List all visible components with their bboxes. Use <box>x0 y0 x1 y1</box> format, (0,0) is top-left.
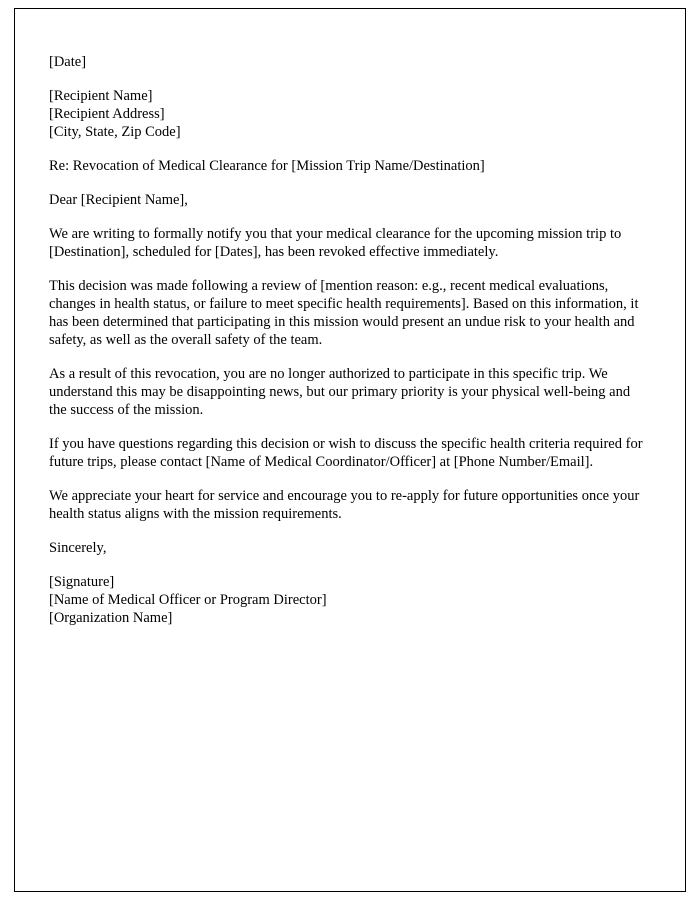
paragraph-reason: This decision was made following a review of [mention reason: e.g., recent medical evaluations, changes in health status, or failure to meet specific health requirements]. Based on this information, it has been determined that participating in this mission would present an undue risk to your health and safety, as well as the overall safety of the team. <box>49 278 639 348</box>
paragraph-contact: If you have questions regarding this decision or wish to discuss the specific health criteria required for future trips, please contact [Name of Medical Coordinator/Officer] at [Phone Number/Email]. <box>49 436 643 470</box>
paragraph-notification: We are writing to formally notify you that your medical clearance for the upcoming mission trip to [Destination], scheduled for [Dates], has been revoked effective immediately. <box>49 226 622 260</box>
signer-name: [Name of Medical Officer or Program Director] <box>49 592 327 608</box>
signature-block <box>49 573 651 627</box>
signature-placeholder: [Signature] <box>49 574 115 590</box>
letter-page <box>14 8 686 892</box>
letter-date: [Date] <box>49 54 87 70</box>
paragraph-encouragement: We appreciate your heart for service and encourage you to re-apply for future opportunities once your health status aligns with the mission requirements. <box>49 488 640 522</box>
closing: Sincerely, <box>49 540 107 556</box>
salutation: Dear [Recipient Name], <box>49 192 188 208</box>
paragraph-consequence: As a result of this revocation, you are no longer authorized to participate in this specific trip. We understand this may be disappointing news, but our primary priority is your physical well-being and the success of the mission. <box>49 366 631 418</box>
recipient-city-state-zip: [City, State, Zip Code] <box>49 124 181 140</box>
subject-line: Re: Revocation of Medical Clearance for [Mission Trip Name/Destination] <box>49 158 485 174</box>
organization-name: [Organization Name] <box>49 610 173 626</box>
recipient-name: [Recipient Name] <box>49 88 153 104</box>
recipient-address: [Recipient Address] <box>49 106 165 122</box>
recipient-block <box>49 87 651 141</box>
